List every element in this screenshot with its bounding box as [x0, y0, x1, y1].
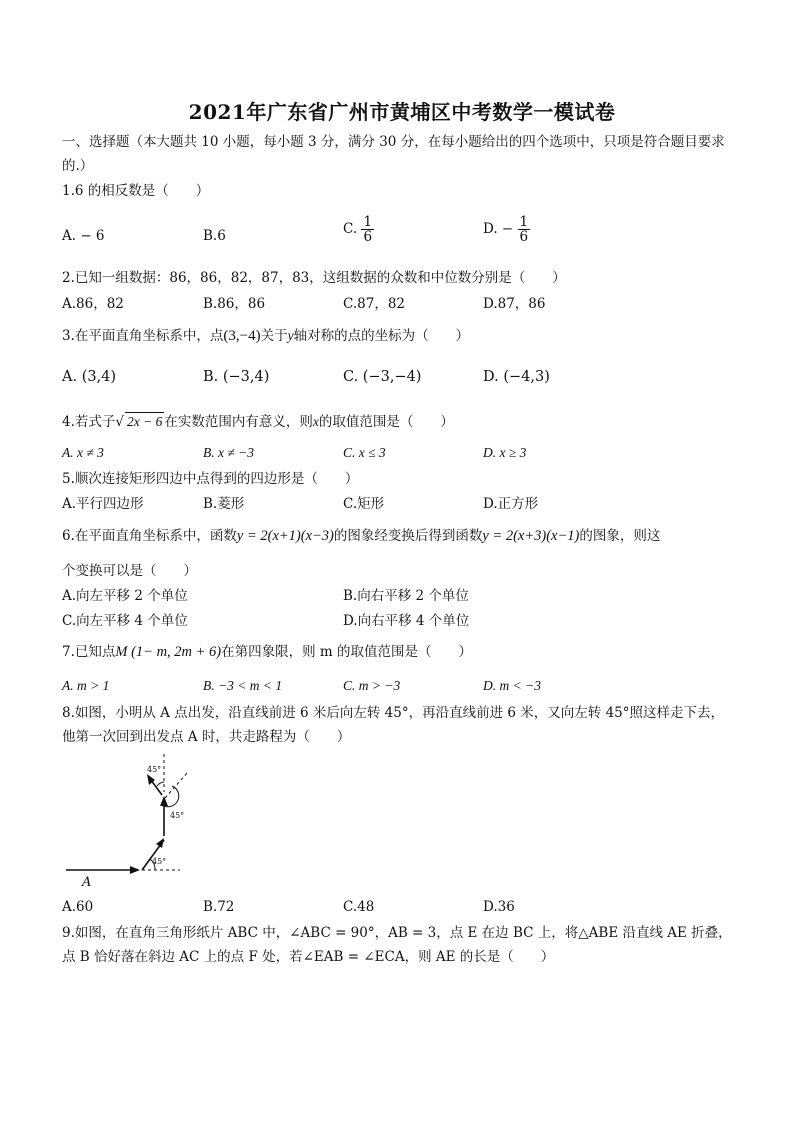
q8-point-label: A	[82, 875, 92, 890]
q6-option-c[interactable]: C.向左平移 4 个单位	[62, 613, 188, 629]
q8-angle-label-3: 45°	[147, 765, 162, 774]
q4-stem-mid: 在实数范围内有意义，则	[164, 414, 313, 430]
q2-option-d[interactable]: D.87，86	[483, 296, 546, 312]
q5-option-c[interactable]: C.矩形	[343, 496, 385, 512]
q4-option-c[interactable]: C. x ≤ 3	[343, 445, 386, 460]
q7-stem-post: 在第四象限，则 m 的取值范围是（ ）	[221, 644, 473, 660]
q1-c-numerator: 1	[363, 214, 373, 230]
section-heading: 一、选择题（本大题共 10 小题，每小题 3 分，满分 30 分，在每小题给出的四个选项中，只项是符合题目要求	[62, 134, 725, 150]
q8-option-b[interactable]: B.72	[203, 899, 235, 915]
q1-c-denominator: 6	[363, 229, 373, 245]
q9-stem-cont: 点 B 恰好落在斜边 AC 上的点 F 处，若∠EAB = ∠ECA，则 AE 的长是（ ）	[62, 949, 555, 965]
q4-var: x	[312, 414, 319, 429]
q8-option-d[interactable]: D.36	[483, 899, 515, 915]
q7-point: M (1− m, 2m + 6)	[115, 644, 222, 660]
section-heading-cont: 的.）	[62, 158, 94, 174]
q8-angle-label-1: 45°	[152, 857, 167, 866]
q5-option-d[interactable]: D.正方形	[483, 496, 539, 512]
q7-option-d[interactable]: D. m < −3	[483, 678, 541, 693]
q5-option-a[interactable]: A.平行四边形	[62, 496, 144, 512]
q6-stem-mid: 的图象经变换后得到函数	[333, 528, 483, 544]
q8-stem: 8.如图，小明从 A 点出发，沿直线前进 6 米后向左转 45°，再沿直线前进 6 米，又向左转 45°照这样走下去，	[62, 705, 724, 721]
q6-option-d[interactable]: D.向右平移 4 个单位	[343, 613, 470, 629]
q1-d-numerator: 1	[519, 214, 529, 230]
q6-option-a[interactable]: A.向左平移 2 个单位	[62, 588, 188, 604]
q1-option-d[interactable]	[483, 215, 530, 244]
q9-stem: 9.如图，在直角三角形纸片 ABC 中，∠ABC = 90°，AB = 3，点 E 在边 BC 上，将△ABE 沿直线 AE 折叠，	[62, 925, 732, 941]
page-title: 2021年广东省广州市黄埔区中考数学一模试卷	[188, 100, 616, 124]
q7-option-c[interactable]: C. m > −3	[343, 678, 401, 693]
q4-stem-pre: 4.若式子	[62, 414, 116, 430]
q7-option-b[interactable]: B. −3 < m < 1	[203, 678, 283, 693]
q3-option-d[interactable]: D. (−4,3)	[483, 369, 550, 385]
q4-option-d[interactable]: D. x ≥ 3	[483, 445, 527, 460]
q7-option-a[interactable]: A. m > 1	[62, 678, 110, 693]
q5-stem: 5.顺次连接矩形四边中点得到的四边形是（ ）	[62, 471, 359, 487]
q4-stem	[62, 412, 454, 431]
q6-function-1: y = 2(x+1)(x−3)	[236, 528, 334, 544]
q2-option-a[interactable]: A.86，82	[62, 296, 124, 312]
q6-function-2: y = 2(x+3)(x−1)	[482, 528, 580, 544]
q1-option-c-fraction	[361, 215, 374, 244]
q3-stem-mid: 关于	[260, 328, 288, 344]
q8-figure	[60, 752, 190, 890]
q1-stem: 1.6 的相反数是（ ）	[62, 183, 210, 199]
q2-option-b[interactable]: B.86，86	[203, 296, 266, 312]
q8-stem-cont: 他第一次回到出发点 A 时，共走路程为（ ）	[62, 729, 351, 745]
q3-stem	[62, 327, 469, 345]
q7-stem-pre: 7.已知点	[62, 644, 116, 660]
q1-option-d-prefix: D. −	[483, 221, 514, 237]
q4-option-a[interactable]: A. x ≠ 3	[62, 445, 104, 460]
q2-stem: 2.已知一组数据：86，86，82，87，83，这组数据的众数和中位数分别是（ ）	[62, 270, 566, 286]
q3-option-c[interactable]: C. (−3,−4)	[343, 369, 422, 385]
q4-stem-post: 的取值范围是（ ）	[318, 414, 454, 430]
q1-option-c[interactable]	[343, 215, 374, 244]
q6-option-b[interactable]: B.向右平移 2 个单位	[343, 588, 469, 604]
q8-option-c[interactable]: C.48	[343, 899, 375, 915]
q8-angle-label-2: 45°	[170, 811, 185, 820]
q4-option-b[interactable]: B. x ≠ −3	[203, 445, 255, 460]
q5-option-b[interactable]: B.菱形	[203, 496, 245, 512]
q7-stem	[62, 643, 472, 661]
q2-option-c[interactable]: C.87，82	[343, 296, 405, 312]
q1-option-b[interactable]: B.6	[203, 228, 226, 244]
q4-radicand: 2x − 6	[127, 414, 163, 429]
q6-stem	[62, 527, 660, 545]
q1-option-c-prefix: C.	[343, 221, 358, 237]
q3-option-b[interactable]: B. (−3,4)	[203, 369, 270, 385]
q1-option-a[interactable]: A. − 6	[62, 228, 105, 244]
q3-point: (3,−4)	[223, 328, 261, 344]
q1-d-denominator: 6	[519, 229, 529, 245]
q6-stem-pre: 6.在平面直角坐标系中，函数	[62, 528, 237, 544]
q6-stem-cont: 个变换可以是（ ）	[62, 563, 197, 579]
q3-axis-var: y	[287, 328, 294, 343]
q3-stem-post: 轴对称的点的坐标为（ ）	[293, 328, 470, 344]
q3-stem-pre: 3.在平面直角坐标系中，点	[62, 328, 224, 344]
q1-option-d-fraction	[518, 215, 531, 244]
q8-option-a[interactable]: A.60	[62, 899, 94, 915]
q3-option-a[interactable]: A. (3,4)	[62, 369, 117, 385]
q6-stem-post: 的图象，则这	[579, 528, 661, 544]
sqrt-icon: √	[115, 414, 124, 430]
